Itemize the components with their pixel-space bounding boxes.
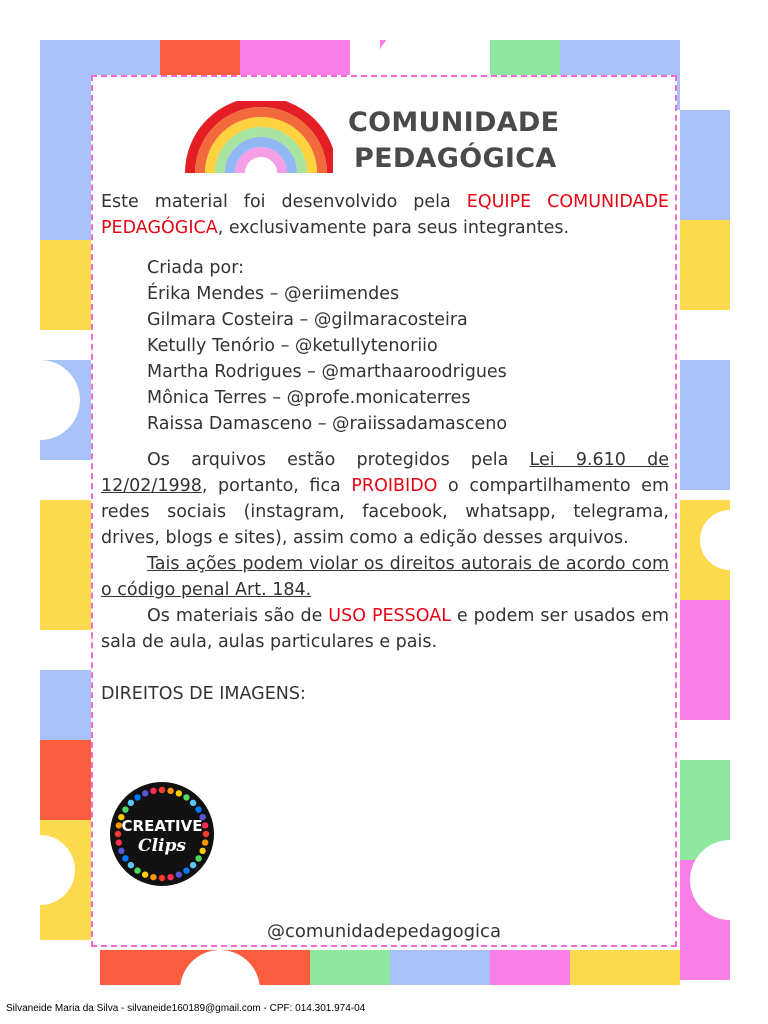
prohibited-label: PROIBIDO bbox=[351, 476, 438, 496]
logo-dot bbox=[118, 848, 124, 854]
logo-dot bbox=[150, 788, 156, 794]
background-tile bbox=[40, 500, 95, 630]
logo-dot bbox=[159, 875, 165, 881]
logo-dot bbox=[142, 790, 148, 796]
logo-dot bbox=[167, 874, 173, 880]
logo-dot bbox=[116, 839, 122, 845]
footer-watermark: Silvaneide Maria da Silva - silvaneide160189@gmail.com - CPF: 014.301.974-04 bbox=[6, 1003, 366, 1014]
background-tile bbox=[40, 670, 95, 740]
creators-heading: Criada por: bbox=[147, 258, 244, 278]
creator-item: Ketully Tenório – @ketullytenoriio bbox=[147, 336, 438, 356]
header bbox=[183, 101, 603, 181]
logo-dot bbox=[202, 839, 208, 845]
logo-dot bbox=[199, 848, 205, 854]
background-tile bbox=[310, 950, 390, 985]
logo-dot bbox=[176, 790, 182, 796]
logo-dot bbox=[167, 788, 173, 794]
brand-name bbox=[348, 105, 559, 177]
document-body bbox=[101, 189, 669, 707]
background-circle bbox=[700, 510, 760, 570]
warning-paragraph bbox=[101, 551, 669, 603]
creators-list bbox=[147, 255, 669, 437]
background-tile bbox=[680, 600, 730, 720]
creator-item: Gilmara Costeira – @gilmaracosteira bbox=[147, 310, 468, 330]
logo-dot bbox=[159, 787, 165, 793]
rainbow-logo-icon bbox=[183, 101, 333, 173]
protection-text: Os arquivos estão protegidos pela bbox=[147, 450, 530, 470]
creative-clips-logo bbox=[109, 781, 215, 887]
background-tile bbox=[680, 220, 730, 310]
creator-item: Raissa Damasceno – @raiissadamasceno bbox=[147, 414, 508, 434]
logo-dot bbox=[128, 862, 134, 868]
law-reference: Lei 9.610 de 12/02/1998 bbox=[101, 450, 669, 496]
logo-dot bbox=[195, 855, 201, 861]
background-tile bbox=[680, 360, 730, 490]
logo-dot bbox=[176, 871, 182, 877]
logo-dot bbox=[183, 867, 189, 873]
logo-dot bbox=[142, 871, 148, 877]
protection-suffix: o compartilhamento em redes sociais (instagram, facebook, whatsapp, telegrama, drives, blogs e sites), assim como a edição desses arquivos. bbox=[101, 476, 669, 548]
logo-dot bbox=[134, 867, 140, 873]
logo-dot bbox=[202, 822, 208, 828]
creator-item: Érika Mendes – @eriimendes bbox=[147, 284, 400, 304]
intro-text: Este material foi desenvolvido pela bbox=[101, 192, 467, 212]
protection-paragraph bbox=[101, 447, 669, 551]
background-tile bbox=[570, 950, 680, 985]
personal-use-label: USO PESSOAL bbox=[328, 606, 451, 626]
protection-mid: , portanto, fica bbox=[201, 476, 352, 496]
background-circle bbox=[5, 835, 75, 905]
logo-dot bbox=[203, 831, 209, 837]
image-rights-heading: DIREITOS DE IMAGENS: bbox=[101, 684, 306, 704]
usage-paragraph bbox=[101, 603, 669, 655]
background-circle bbox=[690, 840, 768, 920]
background-tile bbox=[40, 240, 95, 330]
content-card bbox=[91, 75, 677, 947]
intro-suffix: , exclusivamente para seus integrantes. bbox=[217, 218, 570, 238]
background-tile bbox=[40, 740, 95, 820]
background-circle bbox=[0, 360, 80, 440]
logo-dot bbox=[128, 800, 134, 806]
brand-line-1: COMUNIDADE bbox=[348, 107, 560, 138]
logo-dot bbox=[190, 800, 196, 806]
logo-dot bbox=[122, 806, 128, 812]
brand-line-2: PEDAGÓGICA bbox=[354, 143, 557, 174]
logo-dot bbox=[183, 794, 189, 800]
social-handle: @comunidadepedagogica bbox=[267, 921, 501, 942]
logo-dot bbox=[115, 831, 121, 837]
logo-dot bbox=[195, 806, 201, 812]
logo-dot bbox=[122, 855, 128, 861]
team-name: EQUIPE COMUNIDADE PEDAGÓGICA bbox=[101, 192, 669, 238]
logo-dot bbox=[134, 794, 140, 800]
creator-item: Martha Rodrigues – @marthaaroodrigues bbox=[147, 362, 507, 382]
usage-text: Os materiais são de bbox=[147, 606, 329, 626]
logo-line-1: CREATIVE bbox=[121, 817, 203, 835]
usage-suffix: e podem ser usados em sala de aula, aulas particulares e pais. bbox=[101, 606, 669, 652]
rainbow-band bbox=[240, 152, 282, 173]
logo-dot bbox=[190, 862, 196, 868]
warning-text: Tais ações podem violar os direitos autorais de acordo com o código penal Art. 184. bbox=[101, 554, 669, 600]
logo-dot bbox=[150, 874, 156, 880]
background-tile bbox=[390, 950, 490, 985]
logo-line-2: Clips bbox=[138, 836, 186, 856]
background-tile bbox=[490, 950, 570, 985]
creator-item: Mônica Terres – @profe.monicaterres bbox=[147, 388, 471, 408]
background-tile bbox=[680, 110, 730, 220]
intro-paragraph bbox=[101, 189, 669, 241]
